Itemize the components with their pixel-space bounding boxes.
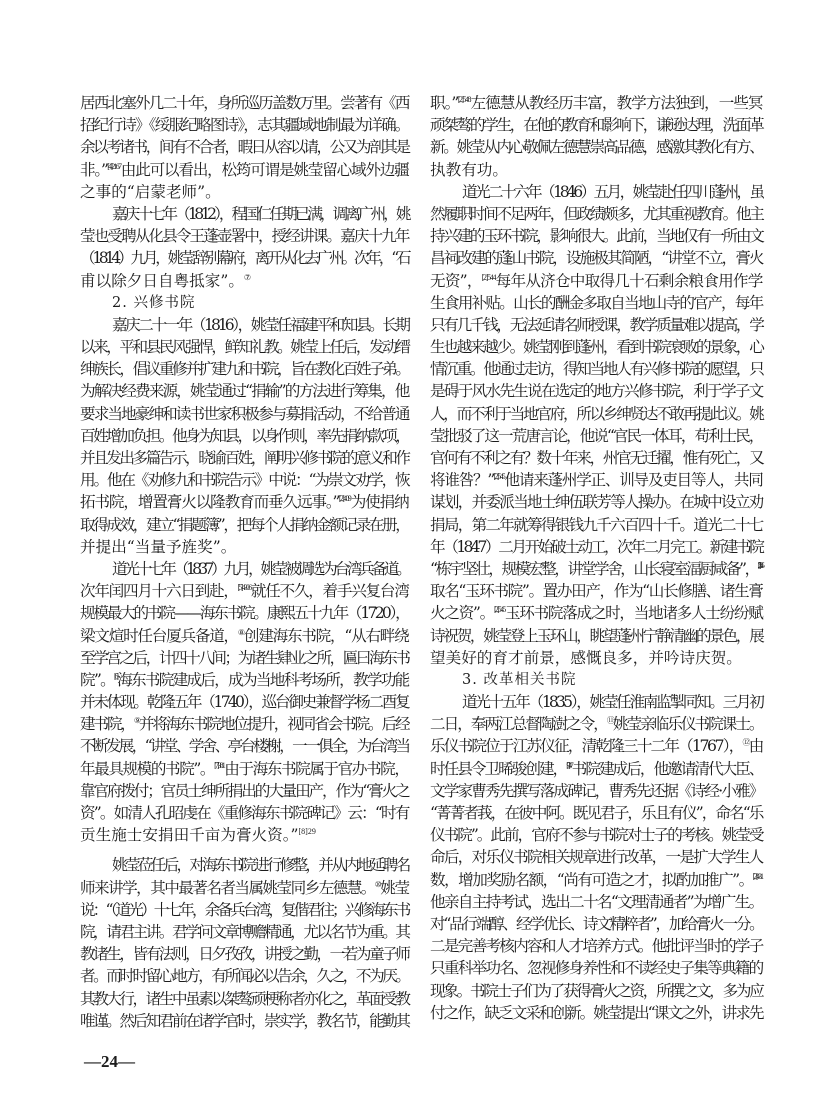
text-segment: “栋宇坚壮，规模宏整，讲堂学舍，山长寝室湢厨咸备”， (430, 559, 758, 578)
line-text (80, 693, 408, 711)
text-segment: 规模最大的书院——海东书院。康熙五十九年（1720）， (80, 604, 408, 623)
text-segment: 说：“（道光）十七年，余备兵台湾，复偕君往；兴修海东书 (80, 900, 408, 919)
line-text (80, 249, 408, 267)
text-segment: 诗祝贺，姚莹登上玉环山，眺望蓬州宁静清幽的景色，展 (430, 626, 762, 645)
text-line (430, 314, 762, 336)
text-segment: 梁文煊时任台厦兵备道， (80, 626, 238, 645)
text-line (430, 247, 762, 269)
text-line (80, 854, 408, 876)
text-line (430, 225, 762, 247)
text-line (430, 536, 762, 558)
text-segment: 并且发出多篇告示，晓谕百姓，阐明兴修书院的意义和作 (80, 449, 408, 467)
text-line (430, 491, 762, 513)
text-line (80, 877, 408, 899)
text-segment: 书院建成后，他邀请清代大臣、 (571, 759, 762, 778)
text-segment: 取名“玉环书院”。置办田产，作为“山长修膳、诸生膏 (430, 582, 762, 601)
text-segment: 由此可以看出，松筠可谓是姚莹留心域外边疆 (120, 160, 408, 179)
line-text (80, 627, 408, 645)
section-heading (430, 669, 762, 691)
line-text (430, 405, 762, 423)
text-segment: 付之作，缺乏文采和创新。姚莹提出“课文之外，讲求先 (430, 1003, 762, 1022)
text-segment: 莹批驳了这一荒唐言论，他说“官民一体耳，苟利士民， (430, 426, 762, 445)
text-line (430, 913, 762, 935)
line-text (80, 782, 408, 800)
text-line (430, 181, 762, 203)
text-line (80, 270, 408, 292)
line-text (80, 1012, 408, 1030)
text-segment: 次年闰四月十六日到赴， (80, 582, 238, 601)
text-segment: 官何有不利之有？数十年来，州官无迁擢，惟有死亡，又 (430, 449, 762, 467)
text-segment: 绅族长，倡议重修并扩建九和书院，旨在教化百姓子弟。 (80, 360, 408, 379)
line-text (80, 671, 408, 689)
text-line (430, 580, 762, 602)
text-line (80, 647, 408, 669)
line-text (430, 538, 762, 556)
text-line (80, 314, 408, 336)
line-text (80, 804, 408, 822)
line-text (430, 272, 762, 290)
text-segment: 道光十五年（1835），姚莹任淮南监掣同知。三月初 (462, 693, 762, 712)
text-segment: 道光二十六年（1846）五月，姚莹赴任四川蓬州，虽 (462, 182, 762, 201)
text-segment: 并未体现。乾隆五年（1740），巡台御史兼督学杨二酉复 (80, 693, 408, 712)
line-text (430, 871, 762, 889)
line-text (430, 449, 762, 467)
line-text (430, 138, 762, 156)
text-line (80, 469, 408, 491)
line-text (462, 183, 762, 201)
text-line (80, 536, 408, 558)
text-segment: 人，而不利于当地官府，所以乡绅贤达不敢再提此议。姚 (430, 404, 762, 423)
line-text (430, 516, 762, 534)
text-segment: 生食用补贴。山长的酬金多取自当地山寺的官产，每年 (430, 293, 762, 312)
text-line (430, 425, 762, 447)
text-line (430, 758, 762, 780)
line-text (430, 116, 762, 134)
line-text (112, 205, 408, 223)
page-number: —24— (84, 1052, 135, 1071)
text-line (80, 965, 408, 987)
text-line (430, 514, 762, 536)
text-segment: 玉环书院落成之时，当地诸多人士纷纷赋 (504, 604, 763, 623)
line-text (80, 990, 408, 1008)
line-text (80, 116, 408, 134)
text-line (80, 1010, 408, 1032)
line-text (80, 737, 408, 755)
text-segment: 莹也受聘从化县令王蓬壶署中，授经讲课。嘉庆十九年 (80, 227, 408, 246)
line-text (112, 316, 408, 334)
line-text (430, 294, 762, 312)
text-segment: 数，增加奖励名额，“尚有可造之才，拟酌加推广”。 (430, 870, 753, 889)
paragraph (430, 691, 762, 1024)
text-line (430, 1002, 762, 1024)
text-line (430, 336, 762, 358)
line-text (430, 1004, 762, 1022)
text-line (80, 988, 408, 1010)
text-line (80, 735, 408, 757)
text-segment: 取得成效，建立“捐题簿”，把每个人捐纳金额记录在册， (80, 515, 408, 534)
text-line (430, 802, 762, 824)
text-segment: 二是完善考核内容和人才培养方式。他批评当时的学子 (430, 937, 762, 956)
line-text (430, 848, 762, 866)
text-segment: 海东书院建成后，成为当地科考场所，教学功能 (116, 670, 408, 689)
text-segment: 非。” (80, 160, 108, 179)
text-line (80, 921, 408, 943)
text-segment: 居西北塞外几二十年，身所巡历盖数万里。尝著有《西 (80, 94, 408, 112)
text-segment: 招纪行诗》《绥服纪略图诗》，志其疆域地制最为详确。 (80, 116, 408, 135)
text-line (430, 869, 762, 891)
text-line (430, 935, 762, 957)
line-text (430, 382, 762, 400)
text-line (80, 225, 408, 247)
citation-marker: [2]544 (481, 272, 496, 282)
text-line (80, 425, 408, 447)
text-line (430, 691, 762, 713)
text-line (80, 943, 408, 965)
text-segment: 师来讲学，其中最著名者当属姚莹同乡左德慧。 (80, 878, 375, 897)
text-line (430, 625, 762, 647)
line-text (430, 604, 762, 622)
text-line (80, 780, 408, 802)
text-line (430, 114, 762, 136)
section-heading (80, 292, 408, 314)
line-text (430, 560, 762, 578)
text-segment: 拓书院，增置膏火以隆教育而垂久远事。” (80, 493, 339, 512)
text-line (80, 802, 408, 824)
text-segment: 教诸生，皆有法则，日夕孜孜，讲授之勤，一若为童子师 (80, 945, 408, 964)
text-line (430, 735, 762, 757)
text-line (430, 270, 762, 292)
text-segment: 只有几千钱，无法延请名师授课，教学质量难以提高，学 (430, 315, 762, 334)
text-segment: 由于海东书院属于官办书院， (223, 759, 408, 778)
text-segment: （1814）九月，姚莹辞别幕府，离开从化去广州。次年，“石 (80, 249, 408, 268)
text-segment: 望美好的育才前景，感慨良多，并吟诗庆贺。 (430, 648, 742, 667)
text-segment: 道光十七年（1837）九月，姚莹被调选为台湾兵备道。 (112, 559, 408, 578)
text-line (80, 691, 408, 713)
text-line (80, 292, 408, 314)
citation-marker: [2]409 (338, 494, 351, 504)
line-text (430, 804, 762, 822)
citation-marker: [2]545 (493, 472, 504, 482)
text-segment: 2. 兴修书院 (112, 294, 196, 311)
text-segment: 他请来蓬州学正、训导及吏目等人，共同 (504, 471, 762, 490)
text-line (430, 558, 762, 580)
text-line (80, 403, 408, 425)
citation-marker: [6] (114, 671, 117, 681)
line-text (430, 582, 762, 600)
text-segment: 要求当地豪绅和读书世家积极参与募捐活动，不给普通 (80, 404, 408, 423)
text-segment: 职。” (430, 94, 458, 112)
line-text (80, 923, 408, 941)
text-line (80, 203, 408, 225)
line-text (430, 782, 762, 800)
citation-marker: [5]4306 (237, 583, 251, 593)
citation-marker: ⑩ (374, 879, 381, 889)
text-line (430, 92, 762, 114)
text-segment: 由 (748, 737, 762, 756)
text-line (80, 336, 408, 358)
line-text (430, 427, 762, 445)
citation-marker: ⑨ (133, 716, 139, 726)
citation-marker: [9]47 (566, 760, 572, 770)
text-line (430, 380, 762, 402)
text-segment: 生也越来越少。姚莹刚到蓬州，看到书院衰败的景象，心 (430, 338, 762, 357)
line-text (112, 560, 408, 578)
text-segment: 他亲自主持考试，选出二十名“文理清通者”为增广生。 (430, 892, 762, 911)
text-line (430, 824, 762, 846)
line-text (430, 360, 762, 378)
line-text (430, 760, 762, 778)
text-segment: 3. 改革相关书院 (462, 671, 577, 688)
line-text (80, 227, 408, 245)
citation-marker: [2]548 (457, 95, 470, 104)
text-segment: 以来，平和县民风强悍，鲜知礼教。姚莹上任后，发动缙 (80, 338, 408, 357)
line-text (80, 538, 236, 556)
line-text (80, 516, 408, 534)
line-text (80, 945, 408, 963)
text-segment: 只重科举功名、忽视修身养性和不读经史子集等典籍的 (430, 959, 762, 978)
text-line (80, 602, 408, 624)
line-text (430, 627, 762, 645)
text-segment: 执教有功。 (430, 160, 508, 179)
line-text (430, 715, 762, 733)
citation-marker: ⑧ (237, 627, 244, 637)
line-text (80, 760, 408, 778)
line-text (430, 471, 762, 489)
text-segment: 用。他在《劝修九和书院告示》中说：“为崇文劝学，恢 (80, 471, 408, 490)
text-segment: 建书院， (80, 715, 134, 734)
line-text (80, 582, 408, 600)
text-segment: 嘉庆十七年（1812），程国仁任期已满，调离广州，姚 (112, 204, 408, 223)
citation-marker: [8]29 (298, 827, 316, 837)
text-segment: 并将海东书院地位提升，视同省会书院。后经 (138, 715, 408, 734)
text-segment: 谋划，并委派当地士绅伍联芳等人操办。在城中设立劝 (430, 493, 762, 512)
text-segment: 顽桀骜的学生，在他的教育和影响下，谦逊达理，洗面革 (430, 116, 762, 135)
citation-marker: ⑫ (742, 738, 749, 748)
text-line (430, 469, 762, 491)
text-segment: 姚莹莅任后，对海东书院进行修整，并从内地延聘名 (112, 856, 408, 875)
line-text (80, 360, 408, 378)
text-line (80, 625, 408, 647)
text-segment: 对“品行端醇、经学优长、诗文精粹者”，加给膏火一分。 (430, 914, 762, 933)
text-segment: 文学家曹秀先撰写落成碑记，曹秀先还据《诗经·小雅》 (430, 781, 762, 800)
text-segment: 每年从济仓中取得几十石剩余粮食用作学 (495, 271, 762, 290)
paragraph (80, 854, 408, 1032)
text-segment: 将谁咎？” (430, 471, 494, 490)
text-line (80, 758, 408, 780)
text-line (80, 92, 408, 114)
text-segment: 就任不久，着手兴复台湾 (250, 582, 408, 601)
text-line (80, 181, 408, 203)
text-segment: 唯谨。然后知君前在诸学官时，崇实学，教名节，能勤其 (80, 1011, 408, 1030)
line-text (80, 183, 221, 201)
paragraph (80, 558, 408, 846)
line-text (430, 937, 762, 955)
left-column (80, 92, 408, 1032)
text-segment: 至学宫之后，计四十八间；为诸生肄业之所，匾曰海东书 (80, 648, 408, 667)
line-text (112, 856, 408, 874)
line-text (430, 227, 762, 245)
line-text (80, 879, 408, 897)
line-text (80, 405, 408, 423)
text-segment: 年（1847）二月开始破土动工，次年二月完工。新建书院 (430, 537, 762, 556)
text-segment: 仪书院”。此前，官府不参与书院对士子的考核。姚莹受 (430, 826, 762, 845)
line-text (80, 449, 408, 467)
text-line (80, 136, 408, 158)
text-segment: 情沉重。他通过走访，得知当地人有兴修书院的愿望，只 (430, 360, 762, 379)
text-segment: “菁菁者莪，在彼中阿。既见君子，乐且有仪”，命名“乐 (430, 804, 762, 822)
line-text (80, 826, 316, 844)
text-line (80, 491, 408, 513)
text-line (430, 447, 762, 469)
line-text (430, 249, 762, 267)
text-line (80, 713, 408, 735)
text-segment: 二日，奉两江总督陶澍之令， (430, 715, 607, 734)
text-line (80, 580, 408, 602)
text-line (80, 358, 408, 380)
text-line (430, 669, 762, 691)
line-text (430, 161, 508, 179)
line-text (430, 649, 742, 667)
text-segment: 者。而时时留心地方，有所闻必以告余，久之，不为厌。 (80, 967, 408, 986)
text-line (80, 824, 408, 846)
text-segment: 余以考诸书，间有不合者，暇日从容以请，公又为剖其是 (80, 138, 408, 157)
line-text (80, 471, 408, 489)
right-column (430, 92, 762, 1024)
text-segment: 火之资”。 (430, 604, 494, 623)
line-text (462, 693, 762, 711)
line-text (80, 604, 408, 622)
line-text (430, 205, 762, 223)
text-line (80, 380, 408, 402)
text-line (430, 780, 762, 802)
line-text (462, 672, 576, 688)
line-text (430, 959, 762, 977)
line-text (80, 138, 408, 156)
text-line (80, 247, 408, 269)
text-line (80, 514, 408, 536)
text-segment: 为解决经费来源，姚莹通过“捐输”的方法进行筹集，他 (80, 382, 408, 401)
line-text (430, 316, 762, 334)
line-text (112, 295, 195, 311)
citation-marker: ⑦ (243, 272, 252, 282)
line-text (80, 901, 408, 919)
text-segment: 新。姚莹从内心敬佩左德慧崇高品德，感激其教化有方、 (430, 138, 762, 157)
text-segment: 持兴建的玉环书院，影响很大。此前，当地仅有一所由文 (430, 227, 762, 246)
line-text (430, 915, 762, 933)
text-segment: 现象。书院士子们为了获得膏火之资，所撰之文，多为应 (430, 981, 762, 1000)
text-segment: 是碍于风水先生说在选定的地方兴修书院，利于学子文 (430, 382, 762, 401)
text-line (430, 292, 762, 314)
text-segment: 之事的“启蒙老师”。 (80, 182, 221, 201)
text-line (80, 114, 408, 136)
text-segment: 乐仪书院位于江苏仪征，清乾隆三十二年（1767）， (430, 737, 743, 756)
citation-marker: [2]431 (752, 871, 762, 881)
text-segment: 靠官府拨付；官员士绅所捐出的大量田产，作为“膏火之 (80, 781, 408, 800)
text-segment: 无资”， (430, 271, 482, 290)
text-segment: 姚莹亲临乐仪书院课士。 (612, 715, 762, 734)
text-line (430, 203, 762, 225)
text-line (430, 602, 762, 624)
paragraph (80, 203, 408, 292)
paragraph (80, 314, 408, 558)
text-line (80, 159, 408, 181)
text-line (430, 957, 762, 979)
text-line (430, 846, 762, 868)
citation-marker: [4]2167 (107, 161, 121, 171)
line-text (80, 493, 408, 511)
text-segment: 命后，对乐仪书院相关规章进行改革，一是扩大学生人 (430, 848, 762, 867)
text-segment: 昌祠改建的蓬山书院，设施极其简陋，“讲堂不立，膏火 (430, 249, 762, 268)
text-segment: 不断发展，“讲堂、学舍、亭台楼榭，一一俱全，为台湾当 (80, 737, 408, 756)
text-segment: 姚莹 (380, 878, 408, 897)
text-segment: 其教大行，诸生中虽素以桀骜顽梗称者亦化之，革面受教 (80, 989, 408, 1008)
line-text (430, 737, 762, 755)
text-segment: 甫以除夕日自粤抵家”。 (80, 271, 244, 290)
text-segment: 资”。如清人孔昭虔在《重修海东书院碑记》云：“时有 (80, 804, 408, 822)
line-text (80, 715, 408, 733)
line-text (430, 893, 762, 911)
text-line (430, 403, 762, 425)
text-line (80, 899, 408, 921)
citation-marker: [7]381 (214, 760, 224, 770)
text-line (430, 647, 762, 669)
citation-marker: [2]545 (493, 605, 505, 615)
text-line (430, 136, 762, 158)
text-segment: 院，请君主讲。君学问文章博赡精通，尤以名节为重。其 (80, 922, 408, 941)
line-text (430, 982, 762, 1000)
text-segment: 嘉庆二十一年（1816），姚莹任福建平和知县。长期 (112, 315, 408, 334)
text-line (80, 669, 408, 691)
text-segment: 年最具规模的书院”。 (80, 759, 215, 778)
line-text (80, 161, 408, 179)
text-line (430, 891, 762, 913)
text-line (430, 713, 762, 735)
line-text (80, 338, 408, 356)
text-segment: 左德慧从教经历丰富，教学方法独到，一些冥 (469, 94, 762, 112)
text-segment: 创建海东书院，“从右畔绕 (243, 626, 408, 645)
citation-marker: [2]545 (757, 560, 762, 570)
line-text (80, 382, 408, 400)
text-line (80, 558, 408, 580)
line-text (80, 427, 408, 445)
text-segment: 为使捐纳 (350, 493, 408, 512)
line-text (80, 649, 408, 667)
line-text (430, 338, 762, 356)
line-text (430, 826, 762, 844)
text-segment: 然履职时间不足两年，但政绩颇多，尤其重视教育。他主 (430, 204, 762, 223)
text-segment: 院”。 (80, 670, 114, 689)
line-text (430, 94, 762, 112)
citation-marker: ⑪ (606, 716, 613, 726)
text-segment: 百姓增加负担。他身为知县，以身作则，率先捐纳款项， (80, 426, 408, 445)
text-line (430, 358, 762, 380)
text-segment: 捐局，第二年就筹得银钱九千六百四十千。道光二十七 (430, 515, 762, 534)
line-text (80, 94, 408, 112)
text-segment: 时任县令卫晞骏创建， (430, 759, 567, 778)
line-text (80, 272, 251, 290)
paragraph (430, 181, 762, 669)
text-segment: 贡生施士安捐田千亩为膏火资。” (80, 826, 299, 845)
text-line (80, 447, 408, 469)
paragraph (80, 92, 408, 203)
text-line (430, 159, 762, 181)
paragraph (430, 92, 762, 181)
line-text (80, 967, 408, 985)
line-text (430, 493, 762, 511)
text-segment: 并提出“当量予旌奖”。 (80, 537, 237, 556)
text-line (430, 980, 762, 1002)
